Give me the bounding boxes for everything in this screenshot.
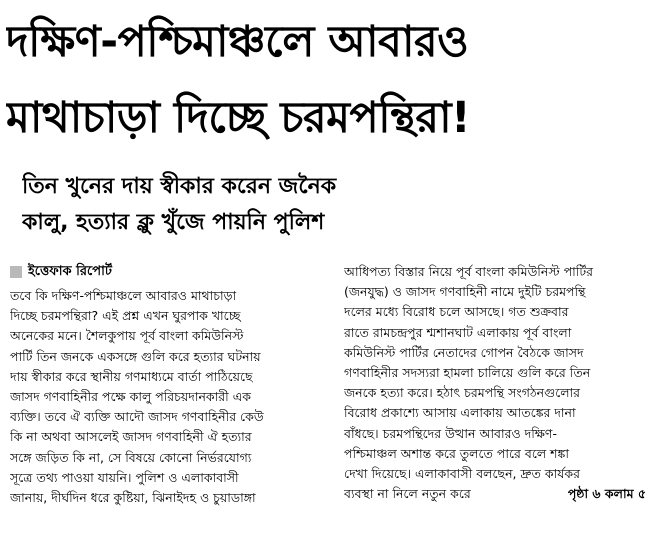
column-line: গণবাহিনীর সদস্যরা হামলা চালিয়ে গুলি করে তিন [344, 365, 591, 381]
column-line: কমিউনিস্ট পার্টির নেতাদের গোপন বৈঠকে জাসদ [344, 344, 584, 360]
article-column-left [10, 286, 332, 508]
column-line-last [344, 484, 646, 504]
column-line: পশ্চিমাঞ্চল অশান্ত করে তুলতে পারে বলে শঙ্কা [344, 445, 569, 461]
column-line: বিরোধ প্রকাশ্যে আসায় এলাকায় আতঙ্কের দানা [344, 405, 576, 421]
column-line: সূত্রে তথ্য পাওয়া যায়নি। পুলিশ ও এলাকাবাসী [10, 469, 239, 485]
column-line: (জনযুদ্ধ) ও জাসদ গণবাহিনী নামে দুইটি চরমপন্থি [344, 284, 586, 300]
column-line: বাঁধছে। চরমপন্থিদের উত্থান আবারও দক্ষিণ- [344, 425, 557, 441]
headline-line-1: দক্ষিণ-পশ্চিমাঞ্চলে আবারও [6, 17, 469, 67]
column-line: জাসদ গণবাহিনীর পক্ষে কালু পরিচয়দানকারী এক [10, 389, 251, 405]
column-line: সঙ্গে জড়িত কি না, সে বিষয়ে কোনো নির্ভরযোগ্য [10, 449, 252, 465]
subheadline-line-2: কালু, হত্যার ক্লু খুঁজে পায়নি পুলিশ [22, 210, 325, 235]
column-line: তবে কি দক্ষিণ-পশ্চিমাঞ্চলে আবারও মাথাচাড়া [10, 288, 237, 303]
headline-line-2: মাথাচাড়া দিচ্ছে চরমপন্থিরা! [6, 93, 471, 143]
column-line: রাতে রামচন্দ্রপুর শ্মশানঘাট এলাকায় পূর্ব বাংলা [344, 324, 572, 340]
column-line: অনেকের মনে। শৈলকুপায় পূর্ব বাংলা কমিউনিস্ট [10, 328, 244, 344]
column-line: দিচ্ছে চরমপন্থিরা? এই প্রশ্ন এখন ঘুরপাক খাচ্ছে [10, 308, 241, 324]
byline-marker-icon [10, 266, 22, 278]
column-line: দলের মধ্যে বিরোধ চলে আসছে। গত শুক্রবার [344, 304, 569, 320]
column-line: দেখা দিয়েছে। এলাকাবাসী বলছেন, দ্রুত কার্যকর [344, 466, 581, 482]
column-line: আধিপত্য বিস্তার নিয়ে পূর্ব বাংলা কমিউনিস্ট পার্টির [344, 264, 594, 279]
column-line: কি না অথবা আসলেই জাসদ গণবাহিনী ঐ হত্যার [10, 429, 252, 445]
byline [10, 262, 112, 282]
column-line: দায় স্বীকার করে স্থানীয় গণমাধ্যমে বার্তা পাঠিয়েছে [10, 368, 253, 384]
byline-text: ইত্তেফাক রিপোর্ট [28, 263, 112, 279]
column-line: জনকে হত্যা করে। হঠাৎ চরমপন্থি সংগঠনগুলোর [344, 385, 581, 401]
column-last-text: ব্যবস্থা না নিলে নতুন করে [344, 486, 471, 502]
continuation-reference[interactable]: পৃষ্ঠা ৬ কলাম ৫ [567, 486, 646, 502]
column-line: পার্টি তিন জনকে একসঙ্গে গুলি করে হত্যার ঘটনায় [10, 348, 261, 364]
column-line: জানায়, দীর্ঘদিন ধরে কুষ্টিয়া, ঝিনাইদহ ও চুয়াডাঙ্গা [10, 490, 256, 506]
column-line: ব্যক্তি। তবে ঐ ব্যক্তি আদৌ জাসদ গণবাহিনীর কেউ [10, 409, 264, 425]
article-column-right [344, 262, 646, 504]
subheadline-line-1: তিন খুনের দায় স্বীকার করেন জনৈক [22, 174, 337, 199]
